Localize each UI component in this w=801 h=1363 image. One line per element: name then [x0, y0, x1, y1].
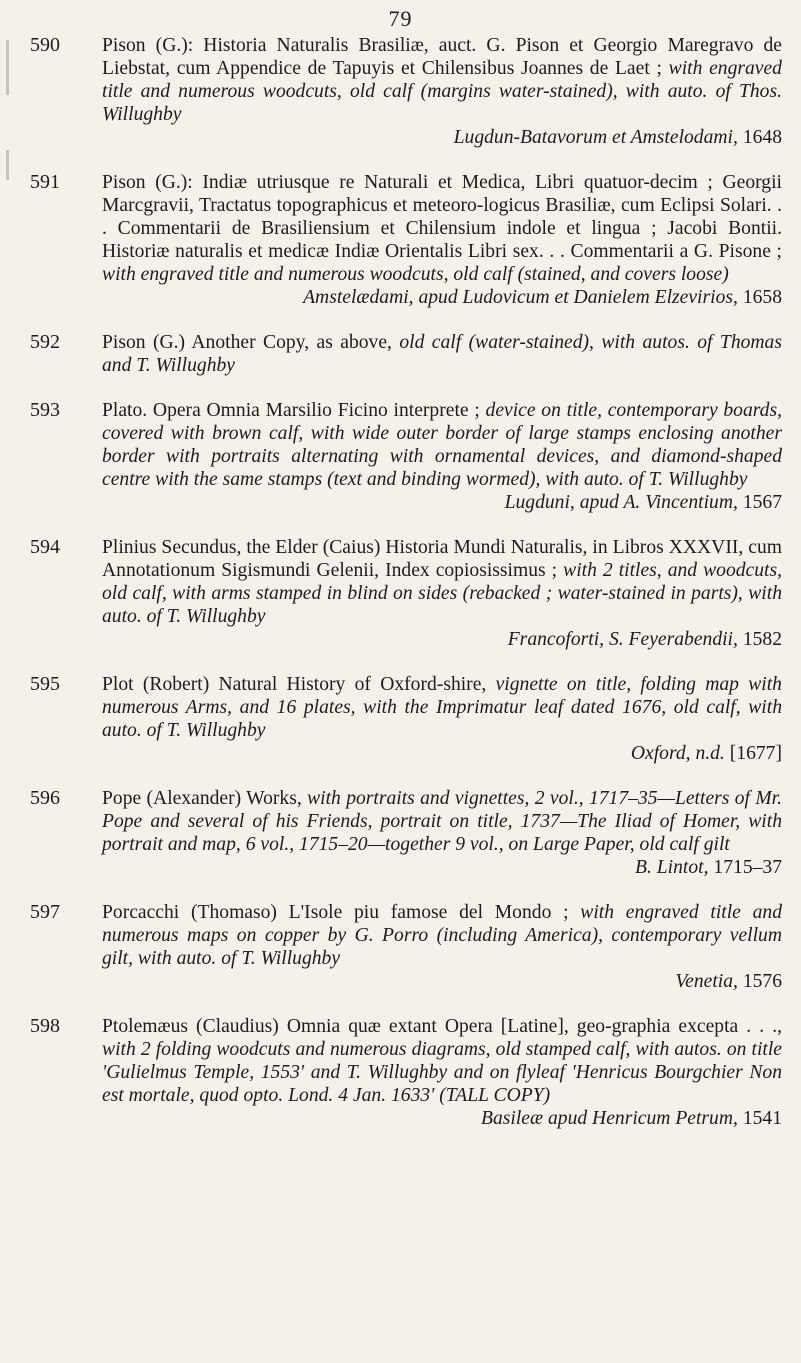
entry-imprint — [102, 970, 782, 993]
imprint-date: 1567 — [742, 492, 782, 513]
entry-description: with engraved title and numerous woodcuts, old calf (stained, and covers loose) — [102, 264, 729, 285]
entry-imprint — [102, 491, 782, 514]
imprint-date: 1648 — [742, 127, 782, 148]
entry-title: Plinius Secundus, the Elder (Caius) Historia Mundi Naturalis, in Libros XXXVII, cum Annotationum Sigismundi Gelenii, Index copiosissimus ; — [102, 537, 782, 581]
entry-title: Plot (Robert) Natural History of Oxford-shire, — [102, 674, 487, 695]
entry-title: Ptolemæus (Claudius) Omnia quæ extant Opera [Latine], geo-graphia excepta . . ., — [102, 1016, 782, 1037]
imprint-date: 1576 — [742, 971, 782, 992]
imprint-place: Francoforti, S. Feyerabendii, — [507, 629, 738, 650]
catalogue-entries — [0, 34, 801, 1152]
catalogue-entry — [0, 536, 801, 651]
imprint-place: Venetia, — [675, 971, 738, 992]
page-number: 79 — [388, 6, 413, 31]
entry-title: Pison (G.): Indiæ utriusque re Naturali et Medica, Libri quatuor-decim ; Georgii Marcgravii, Tractatus topographicus et meteoro-logicus Brasiliæ, cum Eclipsi Solari. . . Commentarii de Brasiliensium et Chilensium indole et lingua ; Jacobi Bontii. Historiæ naturalis et medicæ Indiæ Orientalis Libri sex. . . Commentarii a G. Pisone ; — [102, 172, 782, 262]
entry-text — [102, 536, 782, 651]
entry-text — [102, 331, 782, 377]
entry-imprint — [102, 856, 782, 879]
catalogue-entry — [0, 34, 801, 149]
entry-title: Pope (Alexander) Works, — [102, 788, 302, 809]
entry-description: with engraved title and numerous woodcuts, old calf (margins water-stained), with auto. of Thos. Willughby — [102, 58, 782, 125]
imprint-date: [1677] — [729, 743, 782, 764]
entry-description: with portraits and vignettes, 2 vol., 1717–35—Letters of Mr. Pope and several of his Friends, portrait on title, 1737—The Iliad of Homer, with portrait and map, 6 vol., 1715–20—together 9 vol., on Large Paper, old calf gilt — [102, 788, 782, 855]
imprint-place: Basileæ apud Henricum Petrum, — [481, 1108, 738, 1129]
imprint-date: 1658 — [742, 287, 782, 308]
entry-description: vignette on title, folding map with numerous Arms, and 16 plates, with the Imprimatur leaf dated 1676, old calf, with auto. of T. Willughby — [102, 674, 782, 741]
catalogue-entry — [0, 673, 801, 765]
lot-number: 594 — [30, 536, 60, 558]
lot-number: 595 — [30, 673, 60, 695]
imprint-date: 1541 — [742, 1108, 782, 1129]
lot-number: 596 — [30, 787, 60, 809]
entry-description: with 2 titles, and woodcuts, old calf, with arms stamped in blind on sides (rebacked ; water-stained in parts), with auto. of T. Willughby — [102, 560, 783, 627]
catalogue-entry — [0, 787, 801, 879]
entry-text — [102, 901, 782, 993]
lot-number: 598 — [30, 1015, 60, 1037]
imprint-place: B. Lintot, — [635, 857, 709, 878]
entry-title: Pison (G.) Another Copy, as above, — [102, 332, 392, 353]
imprint-place: Oxford, n.d. — [630, 743, 725, 764]
entry-title: Plato. Opera Omnia Marsilio Ficino interprete ; — [102, 400, 480, 421]
entry-imprint — [102, 1107, 782, 1130]
imprint-place: Amstelædami, apud Ludovicum et Danielem Elzevirios, — [303, 287, 738, 308]
entry-description: with engraved title and numerous maps on copper by G. Porro (including America), contemporary vellum gilt, with auto. of T. Willughby — [102, 902, 782, 969]
entry-title: Pison (G.): Historia Naturalis Brasiliæ, auct. G. Pison et Georgio Maregravo de Liebstat, cum Appendice de Tapuyis et Chilensibus Joannes de Laet ; — [102, 35, 782, 79]
lot-number: 597 — [30, 901, 60, 923]
entry-text — [102, 399, 782, 514]
entry-description: old calf (water-stained), with autos. of Thomas and T. Willughby — [102, 332, 782, 376]
entry-title: Porcacchi (Thomaso) L'Isole piu famose del Mondo ; — [102, 902, 569, 923]
entry-text — [102, 673, 782, 765]
catalogue-entry — [0, 171, 801, 309]
catalogue-entry — [0, 399, 801, 514]
catalogue-entry — [0, 331, 801, 377]
lot-number: 592 — [30, 331, 60, 353]
entry-imprint — [102, 286, 782, 309]
lot-number: 591 — [30, 171, 60, 193]
entry-text — [102, 1015, 782, 1130]
entry-description: device on title, contemporary boards, covered with brown calf, with wide outer border of large stamps enclosing another border with portraits alternating with ornamental devices, and diamond-shaped centre with the same stamps (text and binding wormed), with auto. of T. Willughby — [102, 400, 782, 490]
catalogue-entry — [0, 901, 801, 993]
imprint-place: Lugdun-Batavorum et Amstelodami, — [453, 127, 738, 148]
entry-text — [102, 787, 782, 879]
imprint-place: Lugduni, apud A. Vincentium, — [504, 492, 738, 513]
entry-imprint — [102, 628, 782, 651]
entry-text — [102, 34, 782, 149]
entry-text — [102, 171, 782, 309]
lot-number: 590 — [30, 34, 60, 56]
entry-imprint — [102, 742, 782, 765]
entry-description: with 2 folding woodcuts and numerous diagrams, old stamped calf, with autos. on title 'Gulielmus Temple, 1553' and T. Willughby and on flyleaf 'Henricus Bourgchier Non est mortale, quod opto. Lond. 4 Jan. 1633' (TALL COPY) — [102, 1039, 782, 1106]
lot-number: 593 — [30, 399, 60, 421]
imprint-date: 1582 — [742, 629, 782, 650]
catalogue-entry — [0, 1015, 801, 1130]
imprint-date: 1715–37 — [713, 857, 782, 878]
entry-imprint — [102, 126, 782, 149]
